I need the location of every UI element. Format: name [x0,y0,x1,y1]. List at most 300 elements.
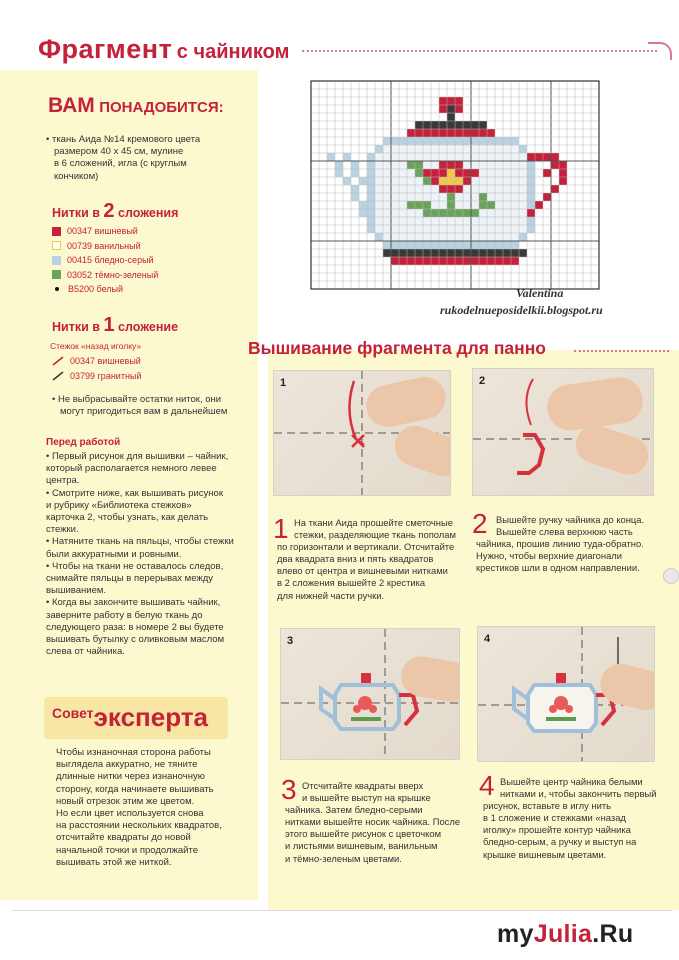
text-line: длинные нитки через изнаночную [56,771,205,783]
teapot-body-cell [391,225,399,233]
teapot-body-cell [391,209,399,217]
teapot-base-cell [471,249,479,257]
teapot-body-cell [391,145,399,153]
teapot-body-cell [447,217,455,225]
text-line: вышиванием. [46,585,107,597]
teapot-base-cell [519,249,527,257]
section-title: Вышивание фрагмента для панно [248,338,546,358]
teapot-body-cell [503,145,511,153]
thread-row [52,284,123,294]
step-number-2: 2 [472,508,488,539]
teapot-spout-cell [351,161,359,169]
teapot-body-cell [479,169,487,177]
teapot-body-cell [463,161,471,169]
teapot-body-cell [503,209,511,217]
teapot-knob-cell [447,113,455,121]
teapot-body-cell [415,153,423,161]
teapot-base-cell [487,257,495,265]
teapot-handle-cell [551,161,559,169]
teapot-lid-cell [455,121,463,129]
leaf-cell [471,209,479,217]
teapot-body-cell [423,153,431,161]
leaf-cell [423,201,431,209]
flower-cell [463,169,471,177]
teapot-body-cell [367,217,375,225]
flower-cell [455,169,463,177]
teapot-body-cell [391,177,399,185]
teapot-lid-cell [407,129,415,137]
teapot-body-cell [407,169,415,177]
teapot-body-cell [391,233,399,241]
teapot-body-cell [479,233,487,241]
teapot-body-cell [519,201,527,209]
teapot-body-cell [375,185,383,193]
teapot-body-cell [367,177,375,185]
site-logo[interactable]: myJulia.Ru [497,920,634,948]
leaf-cell [487,201,495,209]
teapot-base-cell [487,249,495,257]
teapot-body-cell [463,193,471,201]
teapot-body-cell [383,217,391,225]
teapot-body-cell [383,241,391,249]
leaf-cell [439,209,447,217]
flower-center-cell [447,169,455,177]
teapot-body-cell [503,201,511,209]
teapot-body-cell [487,145,495,153]
step-number-3: 3 [281,774,297,805]
teapot-body-cell [455,241,463,249]
teapot-body-cell [375,177,383,185]
teapot-body-cell [399,137,407,145]
teapot-spout-cell [335,161,343,169]
teapot-knob-cell [447,105,455,113]
teapot-body-cell [487,193,495,201]
teapot-lid-cell [471,129,479,137]
teapot-body-cell [471,161,479,169]
teapot-body-cell [527,177,535,185]
teapot-body-cell [423,137,431,145]
teapot-body-cell [487,241,495,249]
title-flourish [648,42,672,60]
teapot-handle-cell [543,153,551,161]
teapot-body-cell [447,233,455,241]
teapot-body-cell [415,185,423,193]
thread-label: 03052 тёмно-зеленый [67,269,159,280]
thread-label: 00415 бледно-серый [67,255,154,265]
teapot-body-cell [463,201,471,209]
teapot-body-cell [391,201,399,209]
teapot-body-cell [423,217,431,225]
teapot-body-cell [439,201,447,209]
teapot-body-cell [391,169,399,177]
teapot-body-cell [495,185,503,193]
teapot-body-cell [455,233,463,241]
teapot-lid-cell [439,121,447,129]
teapot-base-cell [415,249,423,257]
teapot-base-cell [399,257,407,265]
teapot-body-cell [511,233,519,241]
step-number-4: 4 [479,770,495,801]
teapot-body-cell [511,209,519,217]
teapot-body-cell [503,161,511,169]
teapot-handle-cell [527,209,535,217]
teapot-body-cell [471,193,479,201]
teapot-body-cell [367,185,375,193]
teapot-body-cell [463,145,471,153]
text-line: центра. [46,475,80,487]
binder-hole [663,568,679,584]
teapot-body-cell [439,153,447,161]
teapot-body-cell [463,137,471,145]
text-line: на расстоянии нескольких квадратов, [56,820,222,832]
thread-swatch [52,227,61,236]
teapot-body-cell [375,161,383,169]
section-divider [574,350,669,352]
teapot-body-cell [407,225,415,233]
teapot-body-cell [519,225,527,233]
teapot-lid-cell [463,129,471,137]
teapot-handle-cell [543,169,551,177]
thread-swatch [52,256,61,265]
teapot-lid-cell [447,121,455,129]
teapot-handle-cell [535,201,543,209]
teapot-body-cell [463,185,471,193]
teapot-base-cell [503,257,511,265]
before-work-heading: Перед работой [46,437,121,448]
teapot-body-cell [527,225,535,233]
teapot-body-cell [431,185,439,193]
flower-center-cell [455,177,463,185]
teapot-body-cell [367,169,375,177]
teapot-handle-cell [559,161,567,169]
flower-cell [447,185,455,193]
teapot-base-cell [503,249,511,257]
teapot-body-cell [407,153,415,161]
teapot-body-cell [399,145,407,153]
teapot-body-cell [519,177,527,185]
teapot-body-cell [495,217,503,225]
text-line: выглядела аккуратно, не тяните [56,759,198,771]
teapot-knob-cell [439,97,447,105]
teapot-body-cell [399,161,407,169]
teapot-spout-cell [335,169,343,177]
teapot-body-cell [367,225,375,233]
teapot-lid-cell [447,129,455,137]
teapot-knob-cell [455,97,463,105]
text-line: вышивать бутылку с оливковым маслом [46,634,225,646]
teapot-base-cell [463,249,471,257]
teapot-body-cell [431,193,439,201]
teapot-body-cell [471,145,479,153]
teapot-body-cell [415,233,423,241]
teapot-body-cell [399,169,407,177]
teapot-base-cell [407,249,415,257]
thread-row [52,241,141,251]
teapot-knob-cell [447,97,455,105]
flower-cell [439,185,447,193]
teapot-body-cell [367,161,375,169]
flower-cell [447,161,455,169]
teapot-body-cell [487,185,495,193]
thread-label: 03799 гранитный [70,371,142,381]
teapot-knob-cell [455,105,463,113]
teapot-body-cell [527,161,535,169]
teapot-body-cell [471,153,479,161]
teapot-body-cell [495,137,503,145]
teapot-body-cell [471,177,479,185]
text-line: Чтобы изнаночная сторона работы [56,747,211,758]
teapot-body-cell [495,193,503,201]
teapot-body-cell [383,225,391,233]
teapot-body-cell [519,153,527,161]
teapot-base-cell [447,257,455,265]
flower-center-cell [447,177,455,185]
flower-cell [439,169,447,177]
leaf-cell [479,201,487,209]
text-line: который располагается немного левее [46,463,217,475]
teapot-body-cell [511,201,519,209]
title-main: Фрагмент [38,34,173,64]
teapot-body-cell [487,209,495,217]
teapot-body-cell [511,153,519,161]
teapot-body-cell [439,145,447,153]
teapot-body-cell [423,233,431,241]
thread-row [52,371,141,381]
teapot-body-cell [487,161,495,169]
teapot-body-cell [399,185,407,193]
teapot-spout-cell [359,177,367,185]
teapot-body-cell [495,145,503,153]
teapot-body-cell [471,137,479,145]
teapot-body-cell [471,201,479,209]
teapot-body-cell [471,241,479,249]
teapot-body-cell [479,225,487,233]
text-line: стежки. [46,524,79,536]
teapot-base-cell [423,249,431,257]
teapot-body-cell [503,185,511,193]
teapot-body-cell [487,233,495,241]
leaf-cell [455,209,463,217]
teapot-body-cell [479,185,487,193]
teapot-body-cell [463,217,471,225]
teapot-body-cell [391,241,399,249]
step-photo-4: 4 [477,626,655,762]
teapot-body-cell [431,241,439,249]
flower-cell [439,161,447,169]
teapot-body-cell [423,193,431,201]
teapot-base-cell [399,249,407,257]
teapot-body-cell [503,153,511,161]
teapot-body-cell [479,145,487,153]
teapot-body-cell [407,233,415,241]
teapot-body-cell [415,193,423,201]
teapot-spout-cell [343,153,351,161]
page-title [38,34,289,65]
teapot-body-cell [479,177,487,185]
teapot-spout-cell [351,185,359,193]
text-line: отсчитайте квадраты до новой [56,832,191,844]
teapot-body-cell [383,177,391,185]
teapot-body-cell [495,201,503,209]
teapot-base-cell [439,257,447,265]
teapot-body-cell [487,169,495,177]
teapot-body-cell [407,241,415,249]
teapot-body-cell [439,193,447,201]
teapot-body-cell [487,153,495,161]
thread-row [52,255,154,265]
teapot-body-cell [415,217,423,225]
leaf-cell [479,193,487,201]
teapot-body-cell [415,241,423,249]
teapot-body-cell [527,185,535,193]
teapot-body-cell [511,177,519,185]
teapot-body-cell [439,225,447,233]
teapot-body-cell [447,225,455,233]
teapot-body-cell [455,145,463,153]
teapot-lid-cell [487,129,495,137]
signature-url: rukodelnueposidelkii.blogspot.ru [440,303,603,317]
teapot-base-cell [407,257,415,265]
teapot-base-cell [383,249,391,257]
leaf-cell [463,209,471,217]
teapot-body-cell [439,217,447,225]
teapot-spout-cell [351,169,359,177]
teapot-lid-cell [479,121,487,129]
teapot-body-cell [463,225,471,233]
page-bottom-rule [12,910,672,911]
teapot-body-cell [383,137,391,145]
teapot-body-cell [495,225,503,233]
teapot-body-cell [375,209,383,217]
text-line: слева от чайника. [46,646,125,658]
step-text-3: Отсчитайте квадраты вверх и вышейте выступ на крышке чайника. Затем бледно-серыми нитками вышейте носик чайника. После этого вышейте рисунок с цветочком и листьями вишневым, ванильным и тёмно-зеленым цветами. [285,780,461,864]
teapot-body-cell [431,225,439,233]
teapot-body-cell [455,193,463,201]
teapot-body-cell [431,161,439,169]
teapot-body-cell [431,145,439,153]
teapot-body-cell [487,137,495,145]
teapot-body-cell [519,233,527,241]
teapot-base-cell [471,257,479,265]
teapot-body-cell [391,193,399,201]
leaf-cell [415,161,423,169]
text-line: следующего раза: в номере 2 вы будете [46,621,224,633]
teapot-body-cell [375,153,383,161]
teapot-body-cell [503,193,511,201]
teapot-body-cell [447,153,455,161]
teapot-body-cell [367,193,375,201]
step-text-4: Вышейте центр чайника белыми нитками и, чтобы закончить первый рисунок, вставьте в иглу нить в 1 сложение и стежками «назад иголку» прошейте контур чайника бледно-серым, а ручку и выступ на крышке вишневым цветами. [483,776,657,860]
teapot-knob-cell [439,105,447,113]
teapot-body-cell [383,161,391,169]
teapot-base-cell [495,257,503,265]
teapot-body-cell [455,217,463,225]
threads-1-heading: Нитки в 1 сложение [52,314,179,336]
threads-2-heading: Нитки в 2 сложения [52,200,179,222]
leaf-cell [415,201,423,209]
teapot-base-cell [391,249,399,257]
flower-cell [471,169,479,177]
teapot-body-cell [375,201,383,209]
teapot-body-cell [511,225,519,233]
teapot-body-cell [527,217,535,225]
teapot-body-cell [519,217,527,225]
teapot-base-cell [495,249,503,257]
text-line: снимайте пяльцы в перерывах между [46,573,214,585]
teapot-body-cell [439,233,447,241]
text-line: карточка 2, чтобы узнать, как делать [46,512,209,524]
teapot-body-cell [487,177,495,185]
flower-cell [423,169,431,177]
text-line: были аккуратными и ровными. [46,548,182,560]
flower-center-cell [439,177,447,185]
teapot-body-cell [495,209,503,217]
teapot-body-cell [399,201,407,209]
text-line: • Первый рисунок для вышивки – чайник, [46,451,229,462]
teapot-body-cell [383,185,391,193]
materials-text: • ткань Аида №14 кремового цвета размером 40 х 45 см, мулине в 6 сложений, игла (с круглым кончиком) [46,134,201,182]
teapot-base-cell [431,249,439,257]
teapot-base-cell [415,257,423,265]
teapot-body-cell [495,241,503,249]
teapot-body-cell [511,145,519,153]
teapot-base-cell [455,249,463,257]
teapot-body-cell [375,169,383,177]
flower-cell [455,161,463,169]
thread-swatch [55,287,59,291]
teapot-body-cell [495,153,503,161]
teapot-body-cell [479,241,487,249]
teapot-base-cell [479,249,487,257]
teapot-body-cell [495,161,503,169]
teapot-body-cell [479,153,487,161]
teapot-body-cell [503,241,511,249]
teapot-body-cell [423,225,431,233]
teapot-body-cell [383,193,391,201]
teapot-body-cell [383,201,391,209]
teapot-body-cell [407,193,415,201]
teapot-body-cell [391,153,399,161]
teapot-body-cell [415,145,423,153]
teapot-body-cell [383,145,391,153]
teapot-body-cell [407,185,415,193]
leaf-cell [423,209,431,217]
teapot-body-cell [455,137,463,145]
teapot-body-cell [399,209,407,217]
teapot-body-cell [447,137,455,145]
leaf-cell [407,201,415,209]
text-line: заверните работу в белую ткань до [46,609,203,621]
teapot-handle-cell [543,193,551,201]
step-photo-3: 3 [280,628,460,760]
teapot-body-cell [519,161,527,169]
teapot-body-cell [415,225,423,233]
teapot-lid-cell [439,129,447,137]
teapot-body-cell [407,209,415,217]
teapot-lid-cell [415,121,423,129]
teapot-body-cell [367,201,375,209]
teapot-body-cell [391,137,399,145]
thread-row [52,270,158,280]
teapot-handle-cell [559,169,567,177]
flower-cell [431,177,439,185]
teapot-body-cell [455,225,463,233]
thread-label: B5200 белый [68,284,124,294]
text-line: новый отрезок этим же цветом. [56,795,195,807]
text-line: начальной точки и продолжайте [56,844,198,856]
teapot-body-cell [407,137,415,145]
teapot-body-cell [511,169,519,177]
